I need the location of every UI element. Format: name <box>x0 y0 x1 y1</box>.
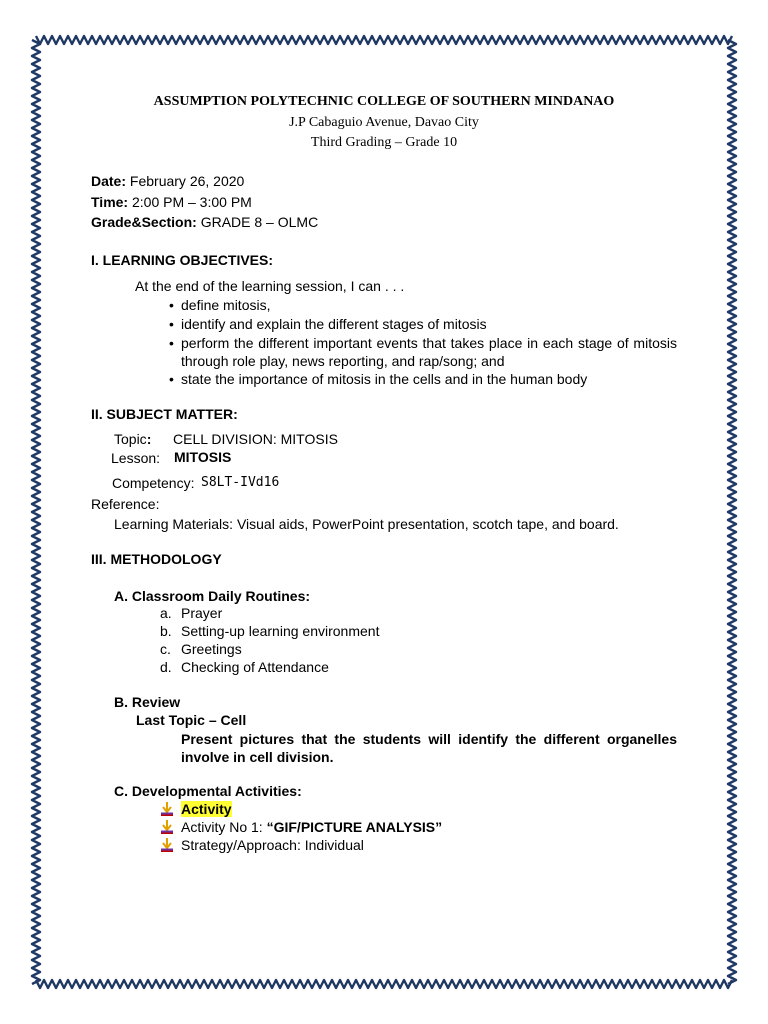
topic-line <box>114 431 151 447</box>
objectives-intro: At the end of the learning session, I can . . . <box>135 278 405 294</box>
objective-item: • perform the different important events that takes place in each stage of mitosis through role play, news reporting, and rap/song; and <box>181 334 677 370</box>
school-name: ASSUMPTION POLYTECHNIC COLLEGE OF SOUTHERN MINDANAO <box>153 94 615 109</box>
methodology-heading: III. METHODOLOGY <box>91 551 222 567</box>
routine-item: Greetings <box>181 641 242 657</box>
routine-item: Setting-up learning environment <box>181 623 380 639</box>
routine-letter: b. <box>160 623 172 639</box>
border-zigzag <box>36 36 732 44</box>
arrow-down-bullet-icon <box>160 802 174 816</box>
objective-item: • identify and explain the different stages of mitosis <box>181 316 487 332</box>
review-text: Present pictures that the students will identify the different organelles involve in cell division. <box>181 731 677 765</box>
routine-letter: c. <box>160 641 171 657</box>
activity-label: Activity <box>181 801 232 817</box>
learning-materials: Learning Materials: Visual aids, PowerPoint presentation, scotch tape, and board. <box>114 516 619 532</box>
border-zigzag <box>728 40 736 984</box>
date-label: Date: <box>91 173 127 189</box>
reference-label: Reference: <box>91 496 160 512</box>
routine-item: Checking of Attendance <box>181 659 329 675</box>
time-value: 2:00 PM – 3:00 PM <box>128 194 252 210</box>
border-zigzag <box>32 40 40 984</box>
topic-label: Topic <box>114 431 147 447</box>
section-value: GRADE 8 – OLMC <box>196 214 319 230</box>
arrow-down-bullet-icon <box>160 820 174 834</box>
lesson-value: MITOSIS <box>174 449 232 465</box>
school-address: J.P Cabaguio Avenue, Davao City <box>289 115 479 130</box>
activity-row <box>181 801 232 817</box>
routine-item: Prayer <box>181 605 223 621</box>
time-label: Time: <box>91 194 129 210</box>
activity-no-value: “GIF/PICTURE ANALYSIS” <box>266 819 443 835</box>
arrow-down-bullet-icon <box>160 838 174 852</box>
objectives-heading: I. LEARNING OBJECTIVES: <box>91 252 274 268</box>
strategy-row <box>181 837 364 853</box>
date-value: February 26, 2020 <box>126 173 245 189</box>
competency-value: S8LT-IVd16 <box>201 475 280 490</box>
routine-letter: d. <box>160 659 172 675</box>
last-topic: Last Topic – Cell <box>136 712 247 728</box>
time-line <box>91 194 252 210</box>
objective-item: • define mitosis, <box>181 297 270 313</box>
lesson-label: Lesson: <box>111 450 161 466</box>
developmental-heading: C. Developmental Activities: <box>114 783 302 799</box>
strategy-text: Strategy/Approach: Individual <box>181 837 364 853</box>
section-label: Grade&Section: <box>91 214 197 230</box>
routine-letter: a. <box>160 605 172 621</box>
activity-no-row <box>181 819 442 835</box>
topic-value: CELL DIVISION: MITOSIS <box>173 431 338 447</box>
objective-item: • state the importance of mitosis in the cells and in the human body <box>181 371 587 387</box>
date-line <box>91 173 244 189</box>
competency-label: Competency: <box>112 475 195 491</box>
subject-heading: II. SUBJECT MATTER: <box>91 406 238 422</box>
grading-period: Third Grading – Grade 10 <box>310 135 458 150</box>
activity-no-label: Activity No 1: <box>181 819 267 835</box>
routines-heading: A. Classroom Daily Routines: <box>114 588 311 604</box>
section-line <box>91 214 318 230</box>
review-heading: B. Review <box>114 694 181 710</box>
border-zigzag <box>36 980 732 988</box>
topic-colon: : <box>146 431 152 447</box>
